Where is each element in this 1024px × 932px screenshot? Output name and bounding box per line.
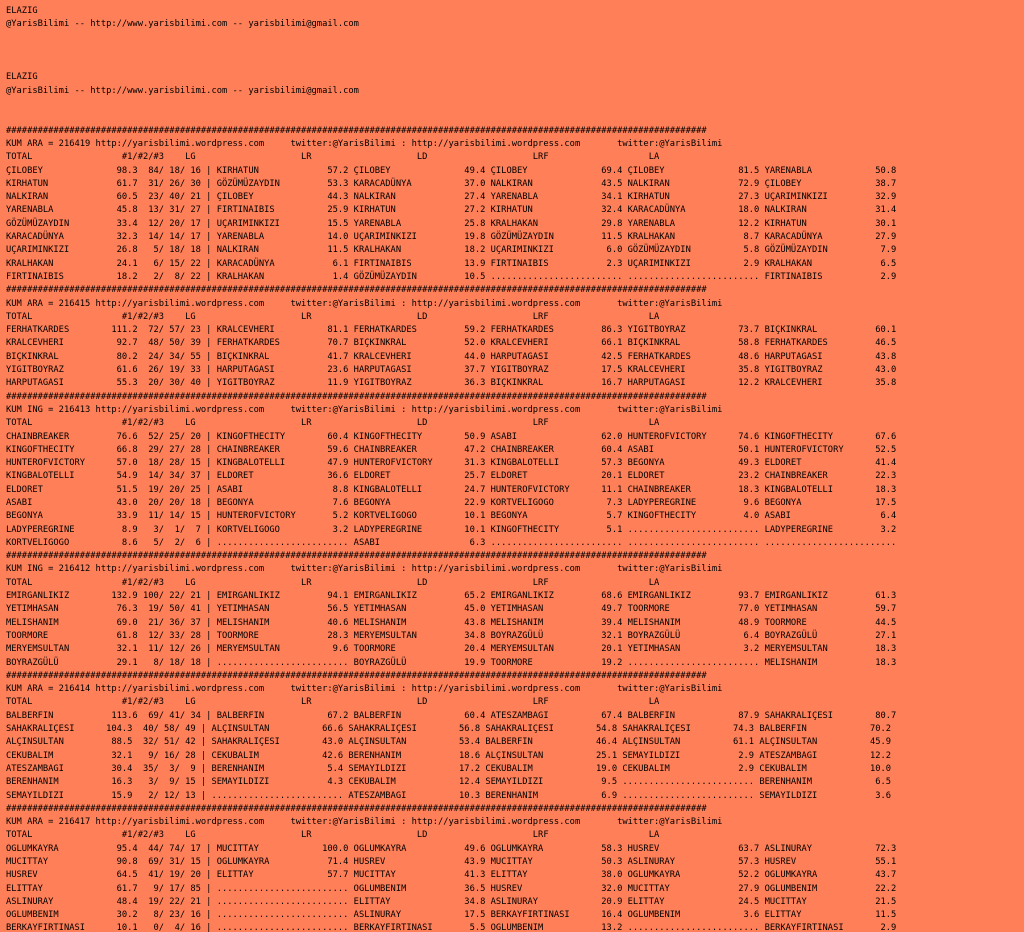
- table-row: HARPUTAGASI 55.3 20/ 30/ 40 | YIGITBOYRAZ 11.9 YIGITBOYRAZ 36.3 BIÇKINKRAL 16.7 HARPUTAGASI 12.2 KRALCEVHERI 35.8: [6, 378, 897, 389]
- table-row: ALÇINSULTAN 88.5 32/ 51/ 42 | SAHAKRALIÇESI 43.0 ALÇINSULTAN 53.4 BALBERFIN 46.4 ALÇINSULTAN 61.1 ALÇINSULTAN 45.9: [6, 737, 892, 748]
- race-title: KUM ARA = 216414 http://yarisbilimi.wordpress.com twitter:@YarisBilimi : http://yarisbilimi.wordpress.com twitter:@YarisBilimi: [6, 684, 723, 695]
- separator-line: #####################################################################################################################################: [6, 670, 707, 681]
- table-row: ASLINURAY 48.4 19/ 22/ 21 | ......................... ELITTAY 34.8 ASLINURAY 20.9 ELITTAY 24.5 MUCITTAY 21.5: [6, 896, 897, 907]
- table-row: HUSREV 64.5 41/ 19/ 20 | ELITTAY 57.7 MUCITTAY 41.3 ELITTAY 38.0 OGLUMKAYRA 52.2 OGLUMKAYRA 43.7: [6, 870, 897, 881]
- blank-line: [6, 45, 1024, 58]
- column-header: TOTAL #1/#2/#3 LG LR LD LRF LA: [6, 830, 660, 841]
- table-row: ELITTAY 61.7 9/ 17/ 85 | ......................... OGLUMBENIM 36.5 HUSREV 32.0 MUCITTAY 27.9 OGLUMBENIM 22.2: [6, 883, 897, 894]
- blank-line: [6, 58, 1024, 71]
- table-row: EMIRGANLIKIZ 132.9 100/ 22/ 21 | EMIRGANLIKIZ 94.1 EMIRGANLIKIZ 65.2 EMIRGANLIKIZ 68.6 EMIRGANLIKIZ 93.7 EMIRGANLIKIZ 61.3: [6, 591, 897, 602]
- table-row: BOYRAZGÜLÜ 29.1 8/ 18/ 18 | ......................... BOYRAZGÜLÜ 19.9 TOORMORE 19.2 ......................... MELISHANIM 18.3: [6, 657, 897, 668]
- table-row: BEGONYA 33.9 11/ 14/ 15 | HUNTEROFVICTORY 5.2 KORTVELIGOGO 10.1 BEGONYA 5.7 KINGOFTHECITY 4.0 ASABI 6.4: [6, 511, 897, 522]
- table-row: KINGBALOTELLI 54.9 14/ 34/ 37 | ELDORET 36.6 ELDORET 25.7 ELDORET 20.1 ELDORET 23.2 CHAINBREAKER 22.3: [6, 471, 897, 482]
- header-title: ELAZIG: [6, 72, 38, 83]
- table-row: KINGOFTHECITY 66.8 29/ 27/ 28 | CHAINBREAKER 59.6 CHAINBREAKER 47.2 CHAINBREAKER 60.4 ASABI 50.1 HUNTEROFVICTORY 52.5: [6, 444, 897, 455]
- header-title: ELAZIG: [6, 6, 38, 16]
- column-header: TOTAL #1/#2/#3 LG LR LD LRF LA: [6, 577, 660, 588]
- header-contact: @YarisBilimi -- http://www.yarisbilimi.com -- yarisbilimi@gmail.com: [6, 19, 359, 30]
- table-row: ÇILOBEY 98.3 84/ 18/ 16 | KIRHATUN 57.2 ÇILOBEY 49.4 ÇILOBEY 69.4 ÇILOBEY 81.5 YARENABLA 50.8: [6, 165, 897, 176]
- blank-line: [6, 98, 1024, 111]
- table-row: BALBERFIN 113.6 69/ 41/ 34 | BALBERFIN 67.2 BALBERFIN 60.4 ATESZAMBAGI 67.4 BALBERFIN 87.9 SAHAKRALIÇESI 80.7: [6, 710, 897, 721]
- table-row: YETIMHASAN 76.3 19/ 50/ 41 | YETIMHASAN 56.5 YETIMHASAN 45.0 YETIMHASAN 49.7 TOORMORE 77.0 YETIMHASAN 59.7: [6, 604, 897, 615]
- race-title: KUM ARA = 216417 http://yarisbilimi.wordpress.com twitter:@YarisBilimi : http://yarisbilimi.wordpress.com twitter:@YarisBilimi: [6, 817, 723, 828]
- column-header: TOTAL #1/#2/#3 LG LR LD LRF LA: [6, 152, 660, 163]
- separator-line: #####################################################################################################################################: [6, 803, 707, 814]
- separator-line: #####################################################################################################################################: [6, 551, 707, 562]
- table-row: CHAINBREAKER 76.6 52/ 25/ 20 | KINGOFTHECITY 60.4 KINGOFTHECITY 50.9 ASABI 62.0 HUNTEROFVICTORY 74.6 KINGOFTHECITY 67.6: [6, 431, 897, 442]
- table-row: KRALHAKAN 24.1 6/ 15/ 22 | KARACADÜNYA 6.1 FIRTINAIBIS 13.9 FIRTINAIBIS 2.3 UÇARIMINKIZI 2.9 KRALHAKAN 6.5: [6, 258, 897, 269]
- separator-line: #####################################################################################################################################: [6, 125, 707, 136]
- table-row: BIÇKINKRAL 80.2 24/ 34/ 55 | BIÇKINKRAL 41.7 KRALCEVHERI 44.0 HARPUTAGASI 42.5 FERHATKARDES 48.6 HARPUTAGASI 43.8: [6, 351, 897, 362]
- separator-line: #####################################################################################################################################: [6, 391, 707, 402]
- table-row: SAHAKRALIÇESI 104.3 40/ 58/ 49 | ALÇINSULTAN 66.6 SAHAKRALIÇESI 56.8 SAHAKRALIÇESI 54.8 SAHAKRALIÇESI 74.3 BALBERFIN 70.2: [6, 724, 892, 735]
- table-row: LADYPEREGRINE 8.9 3/ 1/ 7 | KORTVELIGOGO 3.2 LADYPEREGRINE 10.1 KINGOFTHECITY 5.1 ......................... LADYPEREGRINE 3.2: [6, 524, 897, 535]
- race-title: KUM ARA = 216419 http://yarisbilimi.wordpress.com twitter:@YarisBilimi : http://yarisbilimi.wordpress.com twitter:@YarisBilimi: [6, 138, 723, 149]
- table-row: FERHATKARDES 111.2 72/ 57/ 23 | KRALCEVHERI 81.1 FERHATKARDES 59.2 FERHATKARDES 86.3 YIGITBOYRAZ 73.7 BIÇKINKRAL 60.1: [6, 325, 897, 336]
- table-row: BERENHANIM 16.3 3/ 9/ 15 | SEMAYILDIZI 4.3 CEKUBALIM 12.4 SEMAYILDIZI 9.5 ......................... BERENHANIM 6.5: [6, 777, 892, 788]
- table-row: OGLUMKAYRA 95.4 44/ 74/ 17 | MUCITTAY 100.0 OGLUMKAYRA 49.6 OGLUMKAYRA 58.3 HUSREV 63.7 ASLINURAY 72.3: [6, 843, 897, 854]
- table-row: KIRHATUN 61.7 31/ 26/ 30 | GÖZÜMÜZAYDIN 53.3 KARACADÜNYA 37.0 NALKIRAN 43.5 NALKIRAN 72.9 ÇILOBEY 38.7: [6, 178, 897, 189]
- table-row: MERYEMSULTAN 32.1 11/ 12/ 26 | MERYEMSULTAN 9.6 TOORMORE 20.4 MERYEMSULTAN 20.1 YETIMHASAN 3.2 MERYEMSULTAN 18.3: [6, 644, 897, 655]
- table-row: FIRTINAIBIS 18.2 2/ 8/ 22 | KRALHAKAN 1.4 GÖZÜMÜZAYDIN 10.5 ......................... ......................... FIRTINAIBIS 2.9: [6, 271, 897, 282]
- table-row: OGLUMBENIM 30.2 8/ 23/ 16 | ......................... ASLINURAY 17.5 BERKAYFIRTINASI 16.4 OGLUMBENIM 3.6 ELITTAY 11.5: [6, 910, 897, 921]
- table-row: GÖZÜMÜZAYDIN 33.4 12/ 20/ 17 | UÇARIMINKIZI 15.5 YARENABLA 25.8 KRALHAKAN 29.8 YARENABLA 12.2 KIRHATUN 30.1: [6, 218, 897, 229]
- table-row: ATESZAMBAGI 30.4 35/ 3/ 9 | BERENHANIM 5.4 SEMAYILDIZI 17.2 CEKUBALIM 19.0 CEKUBALIM 2.9 CEKUBALIM 10.0: [6, 763, 892, 774]
- table-row: HUNTEROFVICTORY 57.0 18/ 28/ 15 | KINGBALOTELLI 47.9 HUNTEROFVICTORY 31.3 KINGBALOTELLI 57.3 BEGONYA 49.3 ELDORET 41.4: [6, 458, 897, 469]
- table-row: KORTVELIGOGO 8.6 5/ 2/ 6 | ......................... ASABI 6.3 ......................... ......................... .........................: [6, 537, 897, 548]
- header-contact: @YarisBilimi -- http://www.yarisbilimi.com -- yarisbilimi@gmail.com: [6, 85, 359, 96]
- race-title: KUM ING = 216413 http://yarisbilimi.wordpress.com twitter:@YarisBilimi : http://yarisbilimi.wordpress.com twitter:@YarisBilimi: [6, 404, 723, 415]
- table-row: ASABI 43.0 20/ 20/ 18 | BEGONYA 7.6 BEGONYA 22.9 KORTVELIGOGO 7.3 LADYPEREGRINE 9.6 BEGONYA 17.5: [6, 497, 897, 508]
- separator-line: #####################################################################################################################################: [6, 285, 707, 296]
- blank-line: [6, 32, 1024, 45]
- column-header: TOTAL #1/#2/#3 LG LR LD LRF LA: [6, 697, 660, 708]
- column-header: TOTAL #1/#2/#3 LG LR LD LRF LA: [6, 418, 660, 429]
- table-row: KRALCEVHERI 92.7 48/ 50/ 39 | FERHATKARDES 70.7 BIÇKINKRAL 52.0 KRALCEVHERI 66.1 BIÇKINKRAL 58.8 FERHATKARDES 46.5: [6, 338, 897, 349]
- table-row: KARACADÜNYA 32.3 14/ 14/ 17 | YARENABLA 14.0 UÇARIMINKIZI 19.8 GÖZÜMÜZAYDIN 11.5 KRALHAKAN 8.7 KARACADÜNYA 27.9: [6, 232, 897, 243]
- table-row: TOORMORE 61.8 12/ 33/ 28 | TOORMORE 28.3 MERYEMSULTAN 34.8 BOYRAZGÜLÜ 32.1 BOYRAZGÜLÜ 6.4 BOYRAZGÜLÜ 27.1: [6, 630, 897, 641]
- race-title: KUM ARA = 216415 http://yarisbilimi.wordpress.com twitter:@YarisBilimi : http://yarisbilimi.wordpress.com twitter:@YarisBilimi: [6, 298, 723, 309]
- table-row: SEMAYILDIZI 15.9 2/ 12/ 13 | ......................... ATESZAMBAGI 10.3 BERENHANIM 6.9 ......................... SEMAYILDIZI 3.6: [6, 790, 892, 801]
- table-row: MELISHANIM 69.0 21/ 36/ 37 | MELISHANIM 40.6 MELISHANIM 43.8 MELISHANIM 39.4 MELISHANIM 48.9 TOORMORE 44.5: [6, 617, 897, 628]
- race-title: KUM ING = 216412 http://yarisbilimi.wordpress.com twitter:@YarisBilimi : http://yarisbilimi.wordpress.com twitter:@YarisBilimi: [6, 564, 723, 575]
- column-header: TOTAL #1/#2/#3 LG LR LD LRF LA: [6, 311, 660, 322]
- table-row: ELDORET 51.5 19/ 20/ 25 | ASABI 8.8 KINGBALOTELLI 24.7 HUNTEROFVICTORY 11.1 CHAINBREAKER 18.3 KINGBALOTELLI 18.3: [6, 484, 897, 495]
- table-row: YARENABLA 45.8 13/ 31/ 27 | FIRTINAIBIS 25.9 KIRHATUN 27.2 KIRHATUN 32.4 KARACADÜNYA 18.0 NALKIRAN 31.4: [6, 205, 897, 216]
- table-row: NALKIRAN 60.5 23/ 40/ 21 | ÇILOBEY 44.3 NALKIRAN 27.4 YARENABLA 34.1 KIRHATUN 27.3 UÇARIMINKIZI 32.9: [6, 192, 897, 203]
- table-row: MUCITTAY 90.8 69/ 31/ 15 | OGLUMKAYRA 71.4 HUSREV 43.9 MUCITTAY 50.3 ASLINURAY 57.3 HUSREV 55.1: [6, 857, 897, 867]
- blank-line: [6, 111, 1024, 124]
- table-row: BERKAYFIRTINASI 10.1 0/ 4/ 16 | ......................... BERKAYFIRTINASI 5.5 OGLUMBENIM 13.2 ......................... BERKAYFIRTINASI 2.9: [6, 923, 897, 932]
- table-row: UÇARIMINKIZI 26.8 5/ 18/ 18 | NALKIRAN 11.5 KRALHAKAN 18.2 UÇARIMINKIZI 6.0 GÖZÜMÜZAYDIN 5.8 GÖZÜMÜZAYDIN 7.9: [6, 245, 897, 256]
- table-row: YIGITBOYRAZ 61.6 26/ 19/ 33 | HARPUTAGASI 23.6 HARPUTAGASI 37.7 YIGITBOYRAZ 17.5 KRALCEVHERI 35.8 YIGITBOYRAZ 43.0: [6, 365, 897, 376]
- table-row: CEKUBALIM 32.1 9/ 16/ 28 | CEKUBALIM 42.6 BERENHANIM 18.6 ALÇINSULTAN 25.1 SEMAYILDIZI 2.9 ATESZAMBAGI 12.2: [6, 750, 892, 761]
